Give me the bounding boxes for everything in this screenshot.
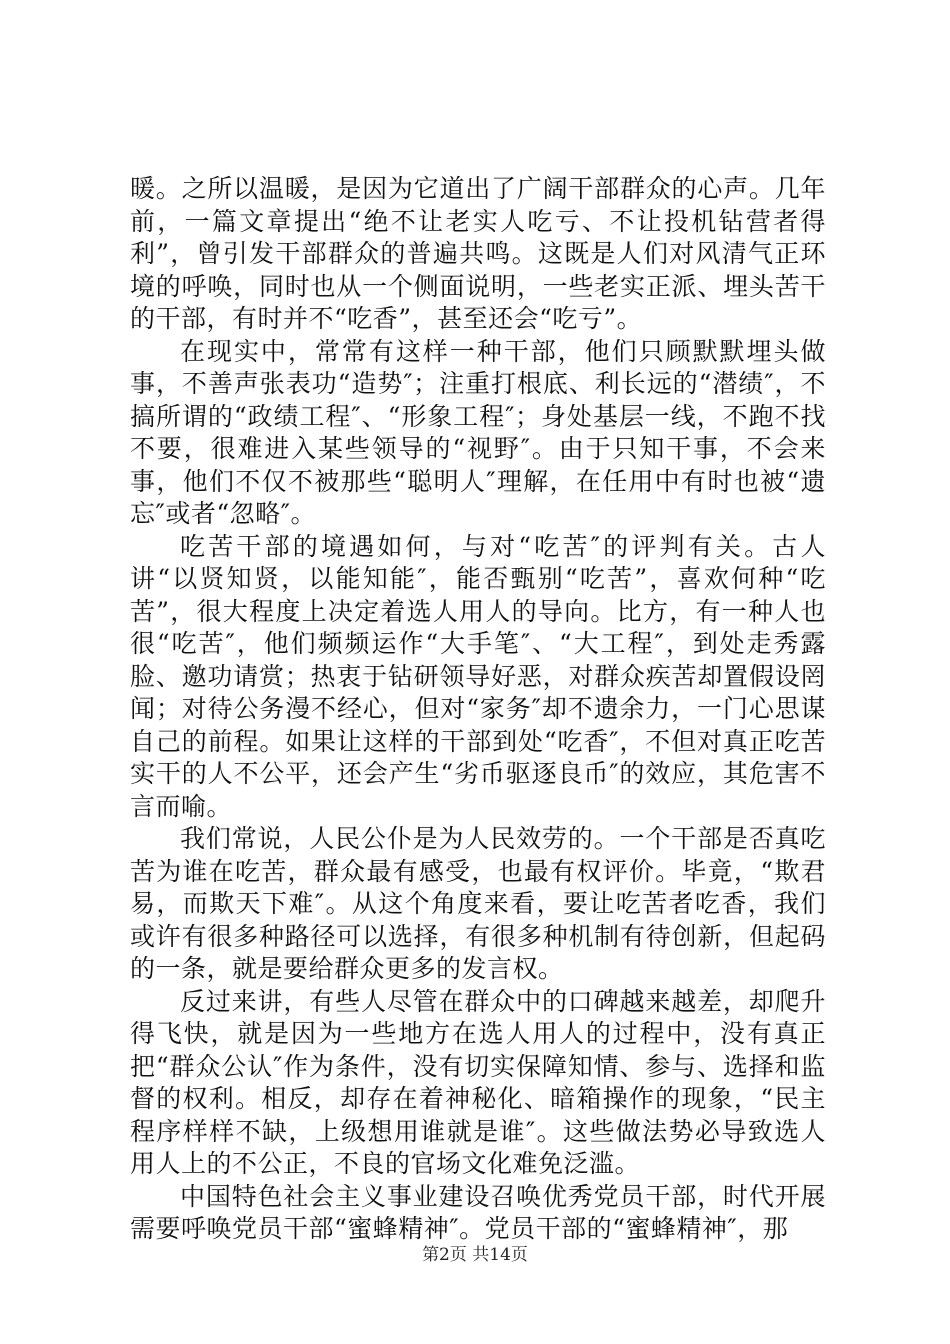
paragraph: 反过来讲，有些人尽管在群众中的口碑越来越差，却爬升得飞快，就是因为一些地方在选人用人的过程中，没有真正把“群众公认″作为条件，没有切实保障知情、参与、选择和监督的权利。相反，却存在着神秘化、暗箱操作的现象，“民主程序样样不缺，上级想用谁就是谁″。这些做法势必导致选人用人上的不公正，不良的官场文化难免泛滥。 (130, 986, 826, 1178)
paragraph-continuation: 暖。之所以温暖，是因为它道出了广阔干部群众的心声。几年前，一篇文章提出“绝不让老实人吃亏、不让投机钻营者得利”，曾引发干部群众的普遍共鸣。这既是人们对风清气正环境的呼唤，同时也从一个侧面说明，一些老实正派、埋头苦干的干部，有时并不“吃香”，甚至还会“吃亏”。 (130, 174, 826, 333)
paragraph: 在现实中，常常有这样一种干部，他们只顾默默埋头做事，不善声张表功“造势″；注重打根底、利长远的“潜绩″，不搞所谓的“政绩工程″、“形象工程″；身处基层一线，不跑不找不要，很难进入某些领导的“视野″。由于只知干事，不会来事，他们不仅不被那些“聪明人″理解，在任用中有时也被“遗忘″或者“忽略″。 (130, 336, 826, 528)
page-number-label: 第2页 共14页 (422, 1245, 528, 1265)
paragraph: 中国特色社会主义事业建设召唤优秀党员干部，时代开展需要呼唤党员干部“蜜蜂精神″。党员干部的“蜜蜂精神″，那 (130, 1181, 826, 1243)
page-footer (0, 1244, 950, 1266)
paragraph: 吃苦干部的境遇如何，与对“吃苦″的评判有关。古人讲“以贤知贤，以能知能″，能否甄别“吃苦”，喜欢何种“吃苦”，很大程度上决定着选人用人的导向。比方，有一种人也很“吃苦″，他们频频运作“大手笔″、“大工程″，到处走秀露脸、邀功请赏；热衷于钻研领导好恶，对群众疾苦却置假设罔闻；对待公务漫不经心，但对“家务″却不遗余力，一门心思谋自己的前程。如果让这样的干部到处“吃香″，不但对真正吃苦实干的人不公平，还会产生“劣币驱逐良币″的效应，其危害不言而喻。 (130, 531, 826, 821)
paragraph: 我们常说，人民公仆是为人民效劳的。一个干部是否真吃苦为谁在吃苦，群众最有感受，也最有权评价。毕竟，“欺君易，而欺天下难″。从这个角度来看，要让吃苦者吃香，我们或许有很多种路径可以选择，有很多种机制有待创新，但起码的一条，就是要给群众更多的发言权。 (130, 824, 826, 983)
article-body (130, 173, 826, 1246)
